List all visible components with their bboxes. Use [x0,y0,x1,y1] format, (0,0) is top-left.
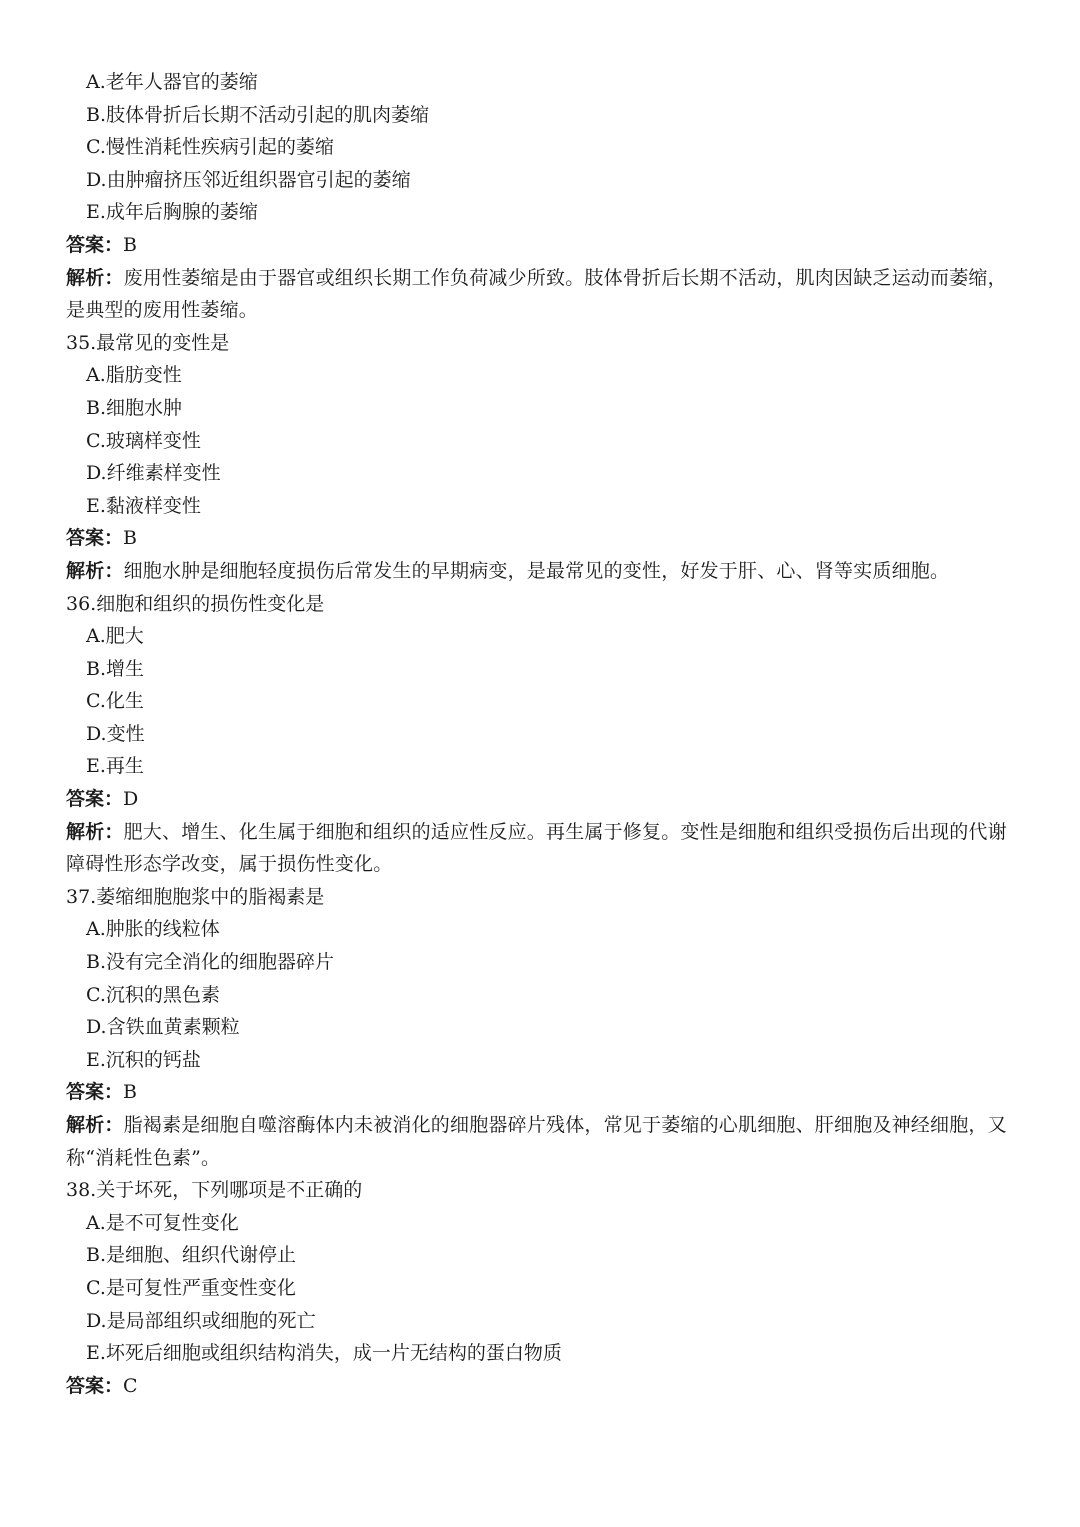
option-d: D.含铁血黄素颗粒 [86,1016,240,1039]
answer-label: 答案： [66,788,124,811]
option-e: E.沉积的钙盐 [86,1048,201,1071]
question-block-35 [66,327,1016,588]
analysis-paragraph [66,816,1016,881]
question-title: 37.萎缩细胞胞浆中的脂褐素是 [66,885,325,908]
answer-value: B [123,233,137,256]
question-block-38 [66,1174,1016,1402]
option-c: C.慢性消耗性疾病引起的萎缩 [86,136,334,159]
question-title: 38.关于坏死，下列哪项是不正确的 [66,1179,363,1202]
answer-line [66,522,1016,555]
option-c: C.是可复性严重变性变化 [86,1276,296,1299]
option-a: A.是不可复性变化 [86,1211,239,1234]
option-a: A.肥大 [86,625,144,648]
question-title: 35.最常见的变性是 [66,331,230,354]
answer-label: 答案： [66,1081,124,1104]
answer-value: C [123,1374,138,1397]
option-d: D.是局部组织或细胞的死亡 [86,1309,316,1332]
question-block-36 [66,588,1016,881]
analysis-text: 细胞水肿是细胞轻度损伤后常发生的早期病变，是最常见的变性，好发于肝、心、肾等实质细胞。 [123,559,950,582]
option-e: E.坏死后细胞或组织结构消失，成一片无结构的蛋白物质 [86,1342,562,1365]
answer-label: 答案： [66,1374,124,1397]
answer-line [66,783,1016,816]
option-d: D.由肿瘤挤压邻近组织器官引起的萎缩 [86,168,411,191]
answer-value: B [123,1081,137,1104]
analysis-paragraph [66,1109,1016,1174]
option-e: E.再生 [86,755,144,778]
option-d: D.纤维素样变性 [86,462,221,485]
option-b: B.是细胞、组织代谢停止 [86,1244,297,1267]
option-c: C.沉积的黑色素 [86,983,220,1006]
option-a: A.肿胀的线粒体 [86,918,220,941]
analysis-text: 肥大、增生、化生属于细胞和组织的适应性反应。再生属于修复。变性是细胞和组织受损伤后出现的代谢障碍性形态学改变，属于损伤性变化。 [66,820,1007,876]
question-title: 36.细胞和组织的损伤性变化是 [66,592,325,615]
option-e: E.黏液样变性 [86,494,201,517]
question-block-37 [66,881,1016,1174]
option-c: C.化生 [86,690,144,713]
option-a: A.脂肪变性 [86,364,182,387]
analysis-label: 解析： [66,266,124,289]
option-b: B.肢体骨折后长期不活动引起的肌肉萎缩 [86,103,430,126]
question-block-34-continued [66,66,1016,327]
answer-line [66,1370,1016,1403]
analysis-label: 解析： [66,820,124,843]
option-c: C.玻璃样变性 [86,429,201,452]
option-d: D.变性 [86,722,145,745]
analysis-label: 解析： [66,559,124,582]
answer-label: 答案： [66,527,124,550]
analysis-label: 解析： [66,1114,124,1136]
option-b: B.细胞水肿 [86,396,183,419]
analysis-paragraph [66,555,1016,588]
option-a: A.老年人器官的萎缩 [86,71,258,93]
analysis-text: 脂褐素是细胞自噬溶酶体内未被消化的细胞器碎片残体，常见于萎缩的心肌细胞、肝细胞及神经细胞，又称“消耗性色素”。 [66,1114,1007,1169]
analysis-text: 废用性萎缩是由于器官或组织长期工作负荷减少所致。肢体骨折后长期不活动，肌肉因缺乏运动而萎缩，是典型的废用性萎缩。 [66,266,1007,322]
option-e: E.成年后胸腺的萎缩 [86,201,258,224]
answer-label: 答案： [66,233,124,256]
document-content [66,66,1016,1402]
answer-line [66,229,1016,262]
option-b: B.增生 [86,657,145,680]
answer-value: B [123,527,137,550]
analysis-paragraph [66,262,1016,327]
answer-value: D [123,788,139,811]
option-b: B.没有完全消化的细胞器碎片 [86,951,335,974]
answer-line [66,1076,1016,1109]
